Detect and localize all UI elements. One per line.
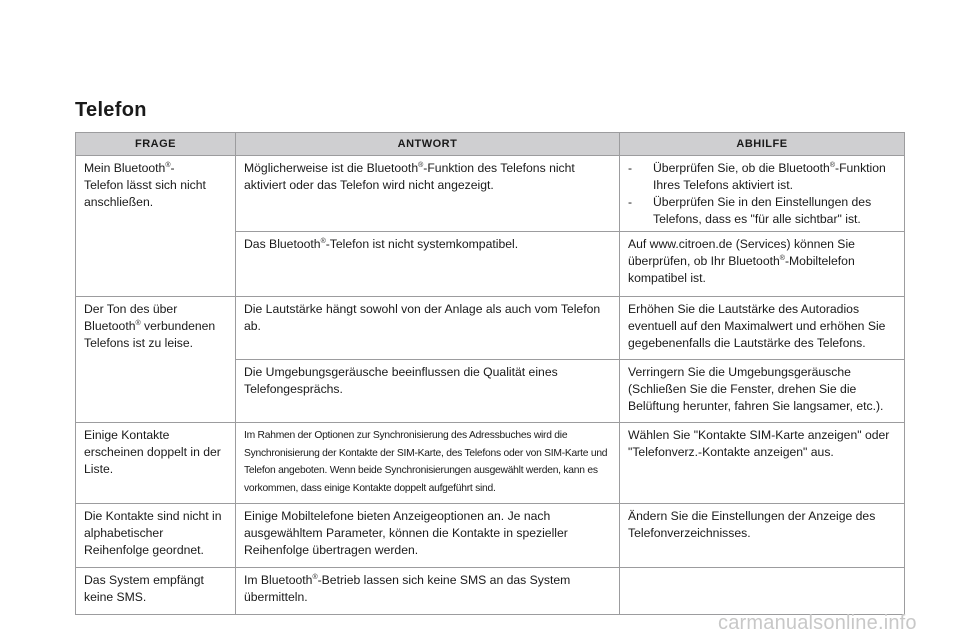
remedy-cell	[620, 568, 905, 615]
remedy-list	[628, 160, 896, 228]
table-row	[76, 423, 905, 504]
header-remedy: ABHILFE	[620, 133, 905, 156]
answer-cell: Das Bluetooth®-Telefon ist nicht systemkompatibel.	[236, 232, 620, 297]
table-row	[76, 297, 905, 360]
page-title: Telefon	[75, 99, 147, 121]
table-header-row	[76, 133, 905, 156]
answer-cell: Im Rahmen der Optionen zur Synchronisierung des Adressbuches wird die Synchronisierung der Kontakte der SIM-Karte, des Telefons oder von SIM-Karte und Telefon angeboten. Wenn beide Synchronisierungen ausgewählt werden, kann es vorkommen, dass einige Kontakte doppelt aufgeführt sind.	[236, 423, 620, 504]
answer-cell: Einige Mobiltelefone bieten Anzeigeoptionen an. Je nach ausgewähltem Parameter, können die Kontakte in spezieller Reihenfolge übertragen werden.	[236, 504, 620, 568]
remedy-cell: Verringern Sie die Umgebungsgeräusche (Schließen Sie die Fenster, drehen Sie die Belüftung herunter, fahren Sie langsamer, etc.).	[620, 360, 905, 423]
table-row	[76, 568, 905, 615]
remedy-cell: Wählen Sie "Kontakte SIM-Karte anzeigen" oder "Telefonverz.-Kontakte anzeigen" aus.	[620, 423, 905, 504]
remedy-cell	[620, 156, 905, 232]
answer-cell: Die Umgebungsgeräusche beeinflussen die Qualität eines Telefongesprächs.	[236, 360, 620, 423]
remedy-cell: Ändern Sie die Einstellungen der Anzeige des Telefonverzeichnisses.	[620, 504, 905, 568]
table-row	[76, 504, 905, 568]
troubleshooting-table	[75, 132, 905, 615]
answer-cell: Im Bluetooth®-Betrieb lassen sich keine SMS an das System übermitteln.	[236, 568, 620, 615]
remedy-cell: Auf www.citroen.de (Services) können Sie überprüfen, ob Ihr Bluetooth®-Mobiltelefon kompatibel ist.	[620, 232, 905, 297]
header-answer: ANTWORT	[236, 133, 620, 156]
header-question: FRAGE	[76, 133, 236, 156]
answer-cell: Die Lautstärke hängt sowohl von der Anlage als auch vom Telefon ab.	[236, 297, 620, 360]
table-row	[76, 156, 905, 232]
list-item: - Überprüfen Sie in den Einstellungen des Telefons, dass es "für alle sichtbar" ist.	[628, 194, 896, 228]
question-cell: Der Ton des über Bluetooth® verbundenen Telefons ist zu leise.	[76, 297, 236, 423]
question-cell: Mein Bluetooth®- Telefon lässt sich nicht anschließen.	[76, 156, 236, 297]
question-cell: Einige Kontakte erscheinen doppelt in der Liste.	[76, 423, 236, 504]
list-item: - Überprüfen Sie, ob die Bluetooth®-Funktion Ihres Telefons aktiviert ist.	[628, 160, 896, 194]
remedy-cell: Erhöhen Sie die Lautstärke des Autoradios eventuell auf den Maximalwert und erhöhen Sie gegebenenfalls die Lautstärke des Telefons.	[620, 297, 905, 360]
watermark: carmanualsonline.info	[718, 612, 917, 634]
question-cell: Die Kontakte sind nicht in alphabetischer Reihenfolge geordnet.	[76, 504, 236, 568]
question-cell: Das System empfängt keine SMS.	[76, 568, 236, 615]
answer-cell: Möglicherweise ist die Bluetooth®-Funktion des Telefons nicht aktiviert oder das Telefon wird nicht angezeigt.	[236, 156, 620, 232]
